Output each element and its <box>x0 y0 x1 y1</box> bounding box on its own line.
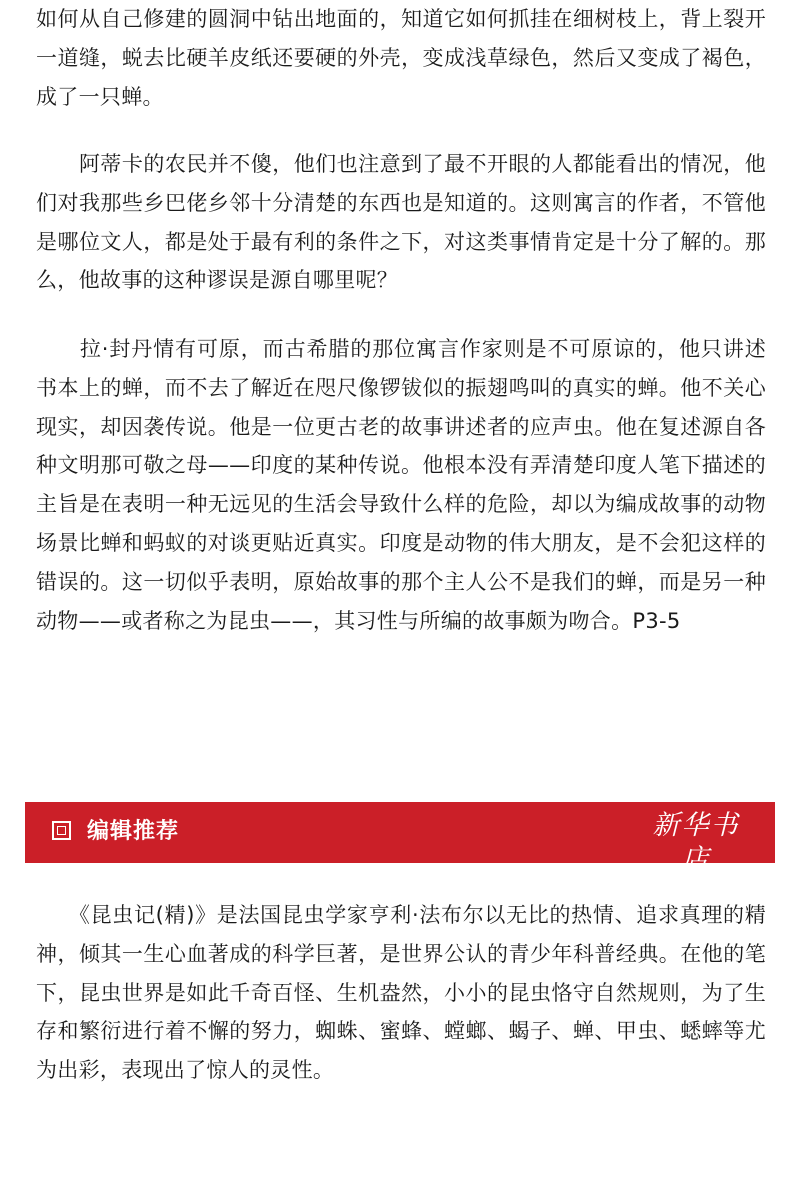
body-paragraph-3: 拉·封丹情有可原，而古希腊的那位寓言作家则是不可原谅的，他只讲述书本上的蝉，而不去了解近在咫尺像锣钹似的振翅鸣叫的真实的蝉。他不关心现实，却因袭传说。他是一位更古老的故事讲述者的应声虫。他在复述源自各种文明那可敬之母——印度的某种传说。他根本没有弄清楚印度人笔下描述的主旨是在表明一种无远见的生活会导致什么样的危险，却以为编成故事的动物场景比蝉和蚂蚁的对谈更贴近真实。印度是动物的伟大朋友，是不会犯这样的错误的。这一切似乎表明，原始故事的那个主人公不是我们的蝉，而是另一种动物——或者称之为昆虫——，其习性与所编的故事颇为吻合。P3-5 <box>36 337 766 633</box>
recommendation-paragraph: 《昆虫记(精)》是法国昆虫学家亨利·法布尔以无比的热情、追求真理的精神，倾其一生心血著成的科学巨著，是世界公认的青少年科普经典。在他的笔下，昆虫世界是如此千奇百怪、生机盎然，小小的昆虫恪守自然规则，为了生存和繁衍进行着不懈的努力，蜘蛛、蜜蜂、螳螂、蝎子、蝉、甲虫、蟋蟀等尤为出彩，表现出了惊人的灵性。 <box>36 903 766 1083</box>
section-title: 编辑推荐 <box>87 819 180 844</box>
body-paragraph-2: 阿蒂卡的农民并不傻，他们也注意到了最不开眼的人都能看出的情况，他们对我那些乡巴佬乡邻十分清楚的东西也是知道的。这则寓言的作者，不管他是哪位文人，都是处于最有利的条件之下，对这类事情肯定是十分了解的。那么，他故事的这种谬误是源自哪里呢？ <box>36 152 766 293</box>
body-paragraph-1: 如何从自己修建的圆洞中钻出地面的，知道它如何抓挂在细树枝上，背上裂开一道缝，蜕去比硬羊皮纸还要硬的外壳，变成浅草绿色，然后又变成了褐色，成了一只蝉。 <box>36 7 766 109</box>
logo-chinese-text: 新华书店 <box>652 810 740 875</box>
xinhua-bookstore-logo <box>641 809 751 887</box>
section-banner-editor-recommendation <box>25 802 775 886</box>
logo-english-text: XINHUA BOOKSTORE <box>647 878 745 886</box>
section-square-icon <box>52 821 71 840</box>
